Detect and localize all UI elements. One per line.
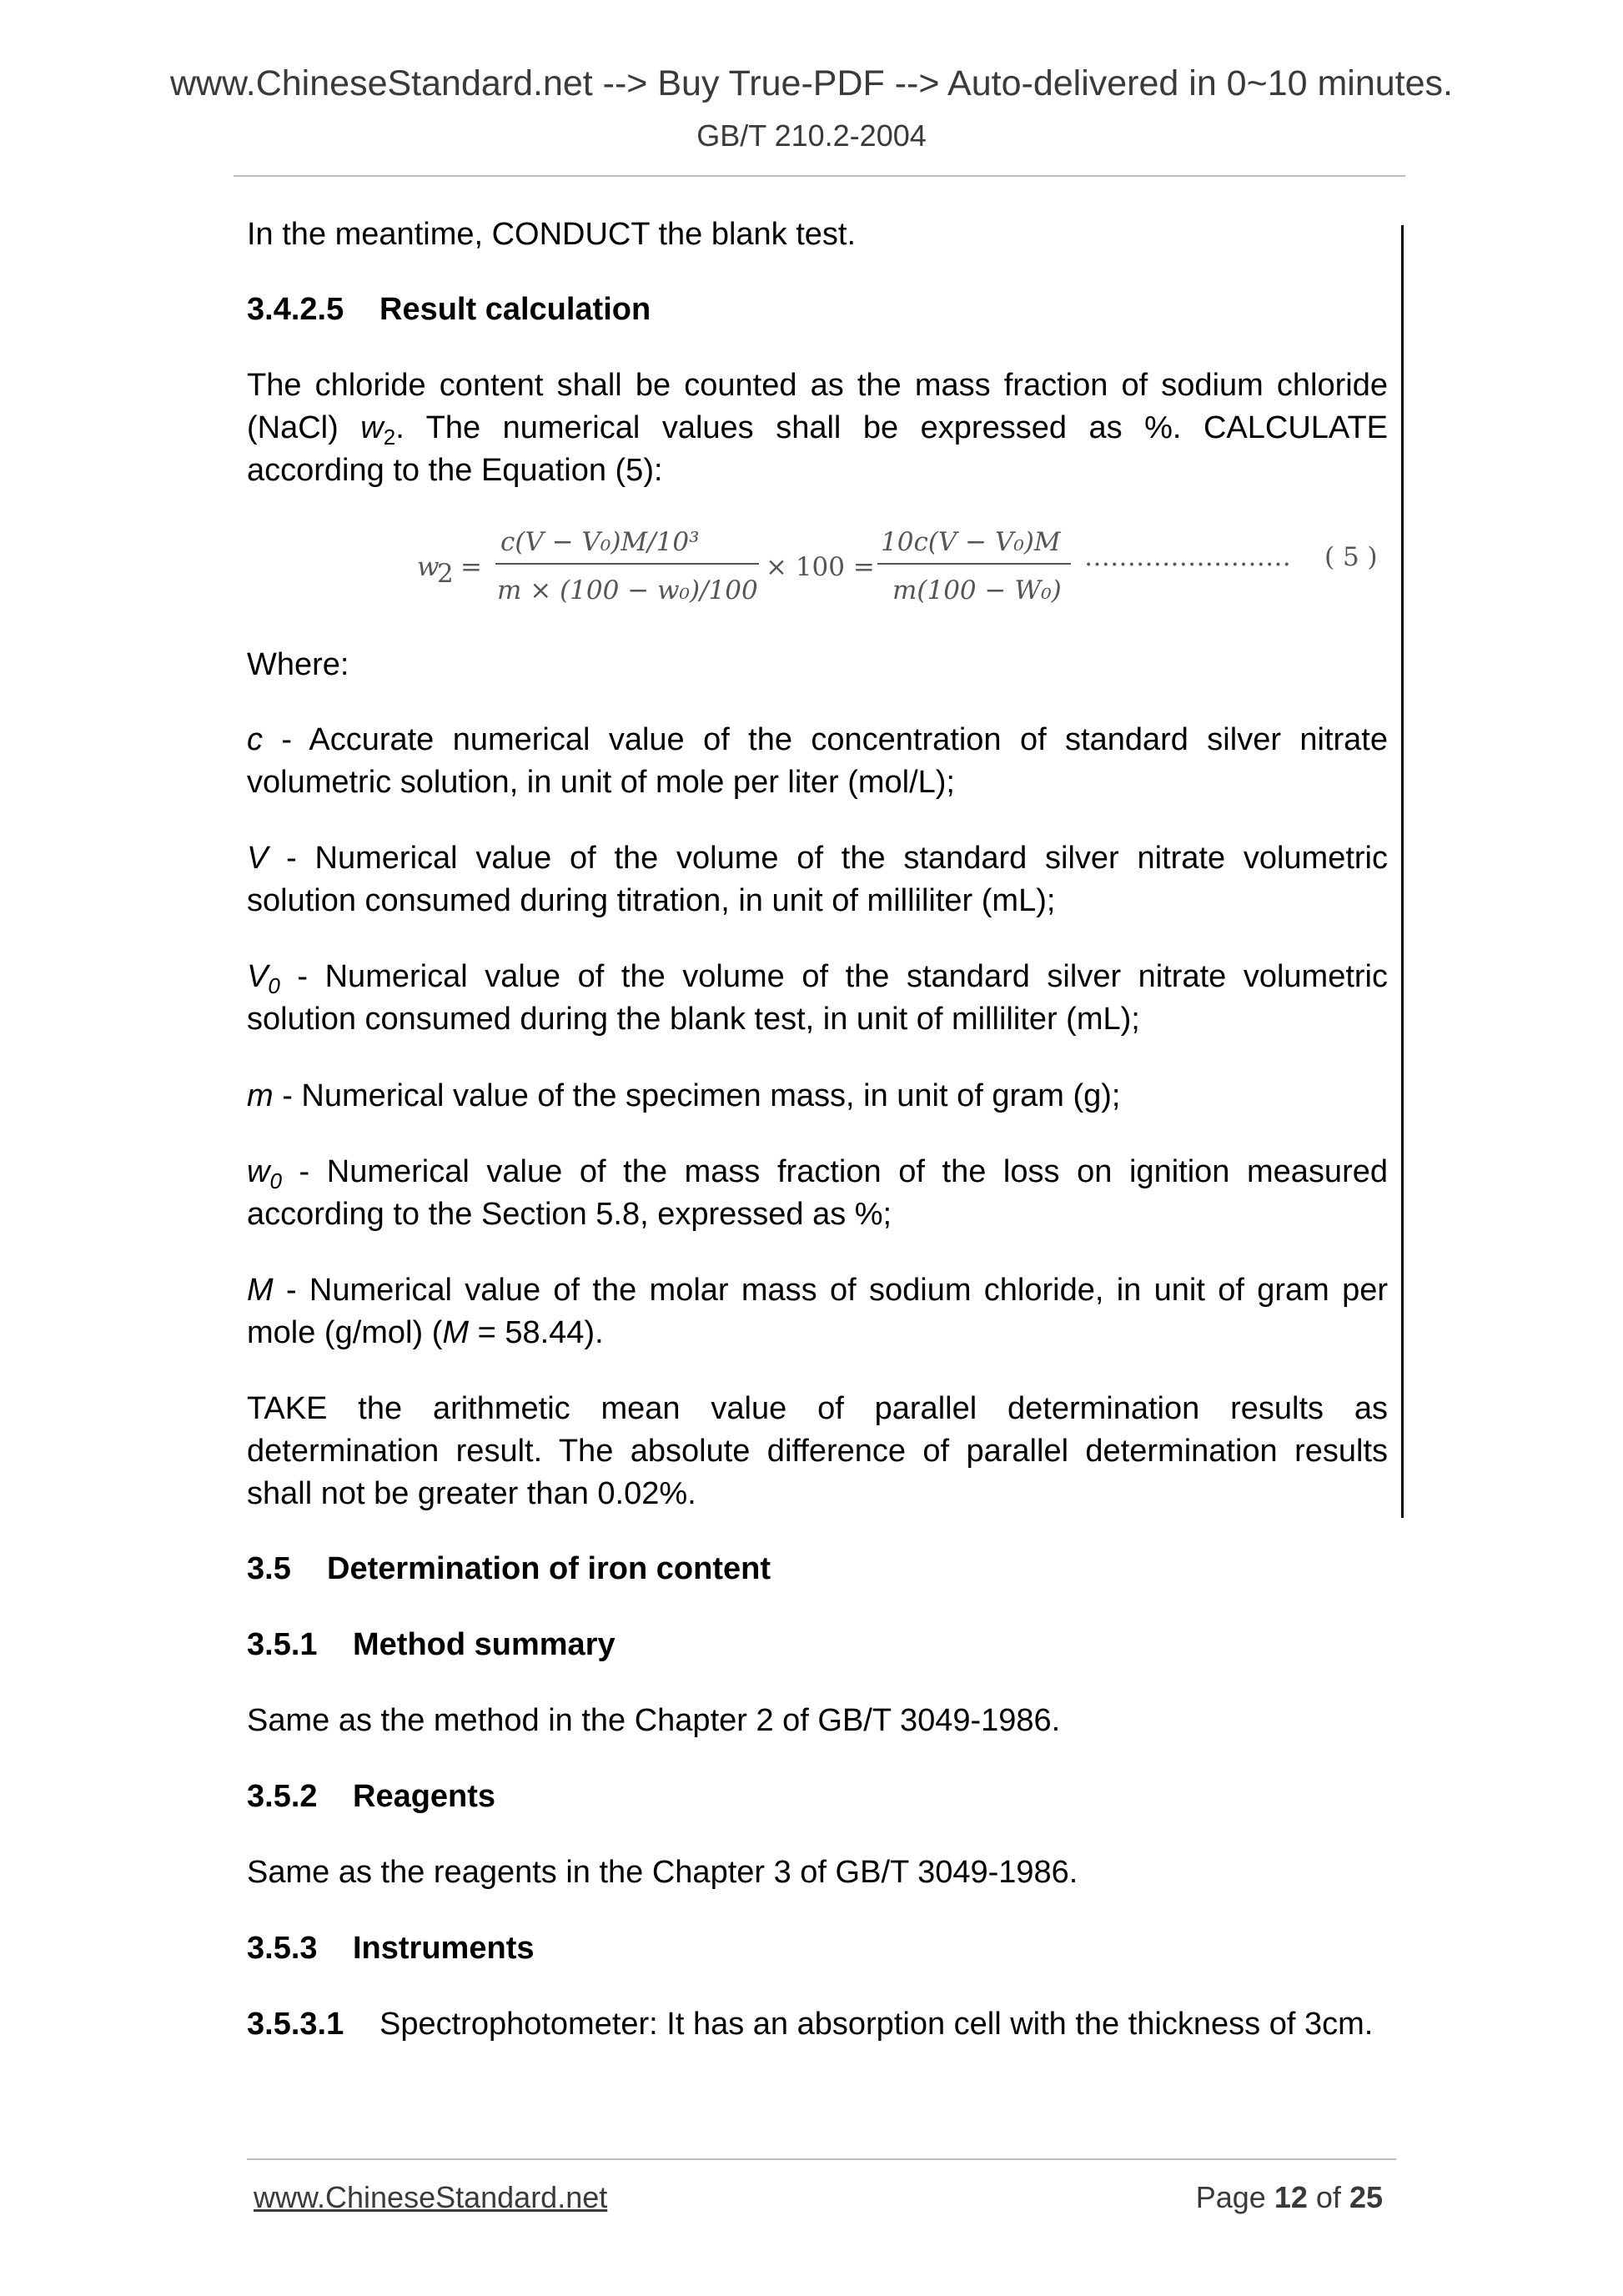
section-title: Method summary bbox=[353, 1627, 616, 1662]
definition-c bbox=[247, 719, 1388, 804]
equation-5 bbox=[417, 525, 1393, 617]
def-symbol: V bbox=[247, 959, 269, 994]
section-title: Instruments bbox=[353, 1931, 535, 1966]
section-text: Spectrophotometer: It has an absorption cell with the thickness of 3cm. bbox=[379, 2007, 1374, 2042]
section-number: 3.5.3.1 bbox=[247, 2007, 344, 2042]
intro-text-b: . The numerical values shall be expressed as %. CALCULATE according to the Equation (5): bbox=[247, 410, 1389, 488]
header-site-line: www.ChineseStandard.net --> Buy True-PDF --> Auto-delivered in 0~10 minutes. bbox=[169, 63, 1453, 103]
def-symbol: V bbox=[247, 841, 269, 876]
section-number: 3.4.2.5 bbox=[247, 292, 344, 327]
eq-number: ( 5 ) bbox=[1324, 542, 1378, 572]
section-number: 3.5 bbox=[247, 1551, 291, 1586]
section-3-5-2-heading bbox=[247, 1776, 495, 1818]
revision-bar bbox=[1401, 225, 1404, 1518]
section-number: 3.5.1 bbox=[247, 1627, 318, 1662]
section-3-5-1-heading bbox=[247, 1624, 616, 1666]
def-symbol-inline: M bbox=[442, 1315, 470, 1350]
page-total: 25 bbox=[1349, 2180, 1383, 2214]
def-symbol: M bbox=[247, 1273, 274, 1308]
eq-numerator-2: 10c(V − V₀)M bbox=[881, 527, 1061, 557]
eq-leader-dots: …………………… bbox=[1084, 542, 1291, 572]
section-3-5-3-heading bbox=[247, 1927, 534, 1970]
def-text-tail: = 58.44). bbox=[469, 1315, 604, 1350]
footer-website-link[interactable]: www.ChineseStandard.net bbox=[254, 2180, 608, 2214]
section-title: Result calculation bbox=[379, 292, 651, 327]
intro-symbol: w bbox=[360, 410, 384, 445]
take-paragraph: TAKE the arithmetic mean value of parallel determination results as determination result. The absolute difference of parallel determination results shall not be greater than 0.02%. bbox=[247, 1391, 1388, 1511]
section-title: Determination of iron content bbox=[327, 1551, 771, 1586]
def-text: - Numerical value of the volume of the standard silver nitrate volumetric solution consumed during the blank test, in unit of milliliter (mL); bbox=[247, 959, 1388, 1037]
definition-V bbox=[247, 837, 1388, 922]
section-number: 3.5.2 bbox=[247, 1779, 318, 1814]
header-standard-id: GB/T 210.2-2004 bbox=[696, 118, 927, 153]
def-symbol-sub: 0 bbox=[268, 973, 280, 998]
definition-w0 bbox=[247, 1151, 1388, 1236]
intro-text-a: The chloride content shall be counted as the mass fraction of sodium chloride (NaCl) bbox=[247, 368, 1388, 445]
eq-equals-1: = bbox=[460, 552, 482, 582]
eq-lhs: w bbox=[417, 552, 440, 582]
section-3-4-2-5-heading bbox=[247, 289, 651, 331]
definition-M bbox=[247, 1269, 1388, 1354]
header-divider bbox=[234, 175, 1405, 177]
eq-denominator-1: m × (100 − w₀)/100 bbox=[497, 575, 758, 605]
section-number: 3.5.3 bbox=[247, 1931, 318, 1966]
def-text: - Accurate numerical value of the concentration of standard silver nitrate volumetric solution, in unit of mole per liter (mol/L); bbox=[247, 722, 1388, 800]
page-number: 12 bbox=[1274, 2180, 1308, 2214]
definition-V0 bbox=[247, 956, 1388, 1041]
section-3-5-2-text: Same as the reagents in the Chapter 3 of GB/T 3049-1986. bbox=[247, 1855, 1078, 1890]
chloride-intro-paragraph bbox=[247, 364, 1388, 492]
page-word: Page bbox=[1195, 2180, 1266, 2214]
of-word: of bbox=[1315, 2180, 1341, 2214]
where-label: Where: bbox=[247, 647, 349, 682]
def-symbol: w bbox=[247, 1154, 270, 1189]
def-symbol-sub: 0 bbox=[269, 1168, 282, 1193]
def-text: - Numerical value of the molar mass of sodium chloride, in unit of gram per mole (g/mol) ( bbox=[247, 1273, 1388, 1350]
eq-denominator-2: m(100 − W₀) bbox=[892, 575, 1062, 605]
footer-divider bbox=[247, 2158, 1396, 2160]
eq-lhs-sub: 2 bbox=[437, 559, 454, 589]
def-symbol: c bbox=[247, 722, 263, 757]
eq-times-100: × 100 = bbox=[766, 552, 875, 582]
section-3-5-1-text: Same as the method in the Chapter 2 of GB/T 3049-1986. bbox=[247, 1703, 1061, 1738]
section-title: Reagents bbox=[353, 1779, 496, 1814]
section-3-5-heading bbox=[247, 1548, 771, 1590]
definition-m bbox=[247, 1075, 1388, 1118]
def-text: - Numerical value of the mass fraction of the loss on ignition measured according to the Section 5.8, expressed as %; bbox=[247, 1154, 1388, 1232]
def-text: - Numerical value of the specimen mass, in unit of gram (g); bbox=[273, 1078, 1121, 1113]
def-symbol: m bbox=[247, 1078, 274, 1113]
intro-symbol-sub: 2 bbox=[383, 425, 396, 450]
eq-numerator-1: c(V − V₀)M/10³ bbox=[500, 527, 700, 557]
blank-test-paragraph: In the meantime, CONDUCT the blank test. bbox=[247, 217, 857, 252]
def-text: - Numerical value of the volume of the standard silver nitrate volumetric solution consumed during titration, in unit of milliliter (mL); bbox=[247, 841, 1388, 918]
section-3-5-3-1-paragraph bbox=[247, 2003, 1406, 2046]
page-indicator bbox=[1193, 2180, 1383, 2215]
